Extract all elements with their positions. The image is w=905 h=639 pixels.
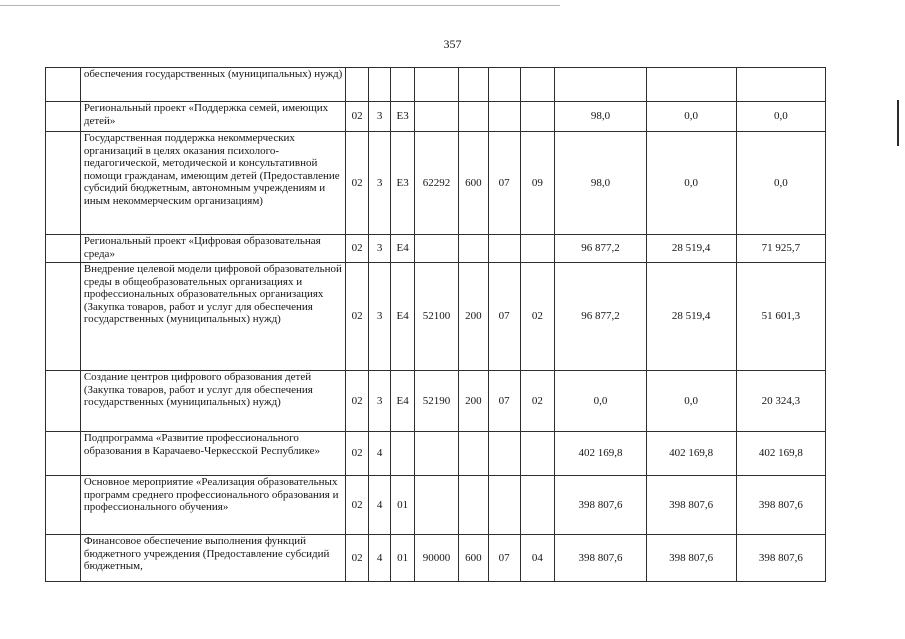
main-activity-code-cell: Е3 (391, 132, 415, 235)
amount-year1-cell: 398 807,6 (555, 535, 646, 582)
subsection-code-cell (520, 235, 555, 263)
main-activity-code-cell: Е3 (391, 102, 415, 132)
item-name-cell: Внедрение целевой модели цифровой образовательной среды в общеобразовательных организациях и профессиональных образовательных организациях (Закупка товаров, работ и услуг для обеспечения государственных (муниципальных) нужд) (80, 263, 345, 371)
row-number-cell (46, 132, 81, 235)
section-code-cell: 07 (488, 132, 520, 235)
item-name-cell: обеспечения государственных (муниципальных) нужд) (80, 68, 345, 102)
amount-year1-cell: 402 169,8 (555, 432, 646, 476)
main-activity-code-cell: Е4 (391, 371, 415, 432)
page-number: 357 (443, 37, 462, 51)
program-code-cell (346, 68, 369, 102)
amount-year3-cell (736, 68, 825, 102)
subprogram-code-cell: 3 (368, 263, 391, 371)
budget-table (45, 67, 826, 582)
amount-year1-cell: 0,0 (555, 371, 646, 432)
item-name-cell: Подпрограмма «Развитие профессионального образования в Карачаево-Черкесской Республике» (80, 432, 345, 476)
amount-year3-cell: 51 601,3 (736, 263, 825, 371)
amount-year2-cell: 398 807,6 (646, 535, 736, 582)
item-name-cell: Региональный проект «Цифровая образовательная среда» (80, 235, 345, 263)
section-code-cell: 07 (488, 263, 520, 371)
row-number-cell (46, 476, 81, 535)
program-code-cell: 02 (346, 102, 369, 132)
subsection-code-cell (520, 102, 555, 132)
table-row (46, 263, 826, 371)
section-code-cell: 07 (488, 535, 520, 582)
direction-code-cell (414, 68, 458, 102)
main-activity-code-cell: Е4 (391, 235, 415, 263)
amount-year3-cell: 0,0 (736, 132, 825, 235)
amount-year1-cell: 96 877,2 (555, 235, 646, 263)
subprogram-code-cell: 3 (368, 132, 391, 235)
amount-year3-cell: 402 169,8 (736, 432, 825, 476)
row-number-cell (46, 371, 81, 432)
subsection-code-cell: 02 (520, 371, 555, 432)
subprogram-code-cell: 3 (368, 102, 391, 132)
program-code-cell: 02 (346, 263, 369, 371)
item-name-cell: Создание центров цифрового образования детей (Закупка товаров, работ и услуг для обеспечения государственных (муниципальных) нужд) (80, 371, 345, 432)
direction-code-cell (414, 235, 458, 263)
amount-year3-cell: 71 925,7 (736, 235, 825, 263)
subprogram-code-cell: 3 (368, 235, 391, 263)
program-code-cell: 02 (346, 476, 369, 535)
expense-type-cell (459, 432, 489, 476)
direction-code-cell: 90000 (414, 535, 458, 582)
subprogram-code-cell: 4 (368, 535, 391, 582)
amount-year1-cell (555, 68, 646, 102)
scan-edge-line (0, 5, 560, 6)
row-number-cell (46, 432, 81, 476)
program-code-cell: 02 (346, 432, 369, 476)
table-row (46, 476, 826, 535)
table-body (46, 68, 826, 582)
item-name-cell: Финансовое обеспечение выполнения функций бюджетного учреждения (Предоставление субсидий бюджетным, (80, 535, 345, 582)
main-activity-code-cell: Е4 (391, 263, 415, 371)
section-code-cell (488, 235, 520, 263)
amount-year1-cell: 98,0 (555, 102, 646, 132)
expense-type-cell (459, 476, 489, 535)
amount-year2-cell: 402 169,8 (646, 432, 736, 476)
subprogram-code-cell: 4 (368, 432, 391, 476)
table-row (46, 132, 826, 235)
expense-type-cell: 600 (459, 535, 489, 582)
direction-code-cell (414, 476, 458, 535)
subprogram-code-cell (368, 68, 391, 102)
section-code-cell: 07 (488, 371, 520, 432)
direction-code-cell: 52100 (414, 263, 458, 371)
amount-year1-cell: 98,0 (555, 132, 646, 235)
main-activity-code-cell: 01 (391, 535, 415, 582)
scan-side-mark (897, 100, 899, 146)
row-number-cell (46, 535, 81, 582)
table-row (46, 235, 826, 263)
program-code-cell: 02 (346, 371, 369, 432)
expense-type-cell (459, 235, 489, 263)
expense-type-cell: 200 (459, 263, 489, 371)
program-code-cell: 02 (346, 132, 369, 235)
subsection-code-cell: 09 (520, 132, 555, 235)
table-row (46, 68, 826, 102)
item-name-cell: Основное мероприятие «Реализация образовательных программ среднего профессионального образования и профессионального обучения» (80, 476, 345, 535)
expense-type-cell (459, 102, 489, 132)
row-number-cell (46, 263, 81, 371)
program-code-cell: 02 (346, 235, 369, 263)
amount-year1-cell: 398 807,6 (555, 476, 646, 535)
item-name-cell: Государственная поддержка некоммерческих организаций в целях оказания психолого-педагогической, методической и консультативной помощи гражданам, имеющим детей (Предоставление субсидий бюджетным, автономным учреждениям и иным некоммерческим организациям) (80, 132, 345, 235)
subsection-code-cell (520, 476, 555, 535)
subsection-code-cell: 04 (520, 535, 555, 582)
table-row (46, 371, 826, 432)
amount-year2-cell (646, 68, 736, 102)
direction-code-cell: 52190 (414, 371, 458, 432)
amount-year2-cell: 0,0 (646, 132, 736, 235)
amount-year2-cell: 28 519,4 (646, 235, 736, 263)
amount-year3-cell: 20 324,3 (736, 371, 825, 432)
direction-code-cell (414, 432, 458, 476)
table-row (46, 102, 826, 132)
section-code-cell (488, 68, 520, 102)
main-activity-code-cell (391, 432, 415, 476)
subsection-code-cell (520, 432, 555, 476)
subsection-code-cell (520, 68, 555, 102)
amount-year2-cell: 28 519,4 (646, 263, 736, 371)
amount-year2-cell: 0,0 (646, 371, 736, 432)
item-name-cell: Региональный проект «Поддержка семей, имеющих детей» (80, 102, 345, 132)
direction-code-cell (414, 102, 458, 132)
row-number-cell (46, 235, 81, 263)
direction-code-cell: 62292 (414, 132, 458, 235)
program-code-cell: 02 (346, 535, 369, 582)
amount-year2-cell: 398 807,6 (646, 476, 736, 535)
row-number-cell (46, 102, 81, 132)
section-code-cell (488, 432, 520, 476)
section-code-cell (488, 476, 520, 535)
table-row (46, 535, 826, 582)
amount-year3-cell: 398 807,6 (736, 476, 825, 535)
main-activity-code-cell: 01 (391, 476, 415, 535)
amount-year1-cell: 96 877,2 (555, 263, 646, 371)
amount-year3-cell: 398 807,6 (736, 535, 825, 582)
table-row (46, 432, 826, 476)
expense-type-cell: 200 (459, 371, 489, 432)
row-number-cell (46, 68, 81, 102)
section-code-cell (488, 102, 520, 132)
expense-type-cell: 600 (459, 132, 489, 235)
subprogram-code-cell: 4 (368, 476, 391, 535)
amount-year2-cell: 0,0 (646, 102, 736, 132)
amount-year3-cell: 0,0 (736, 102, 825, 132)
subsection-code-cell: 02 (520, 263, 555, 371)
expense-type-cell (459, 68, 489, 102)
main-activity-code-cell (391, 68, 415, 102)
subprogram-code-cell: 3 (368, 371, 391, 432)
